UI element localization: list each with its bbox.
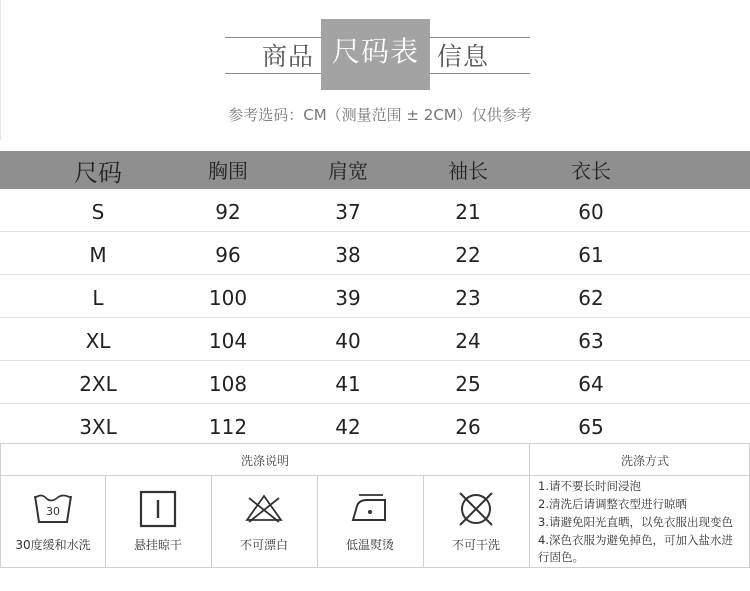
title-left: 商品 bbox=[262, 42, 315, 71]
no-bleach-label: 不可漂白 bbox=[239, 538, 289, 552]
care-divider-1 bbox=[105, 475, 106, 568]
cell-sleeve: 26 bbox=[455, 415, 481, 439]
cell-size: 3XL bbox=[79, 415, 117, 439]
cell-chest: 104 bbox=[208, 329, 248, 353]
cell-sleeve: 24 bbox=[455, 329, 481, 353]
cell-chest: 92 bbox=[215, 200, 241, 224]
cell-size: 2XL bbox=[79, 372, 117, 396]
wash-30-label: 30度缓和水洗 bbox=[15, 538, 91, 552]
care-divider-4 bbox=[423, 475, 424, 568]
cell-shoulder: 42 bbox=[335, 415, 361, 439]
header-shoulder: 肩宽 bbox=[328, 159, 368, 183]
care-border-top bbox=[0, 443, 750, 444]
care-note-1: 1.请不要长时间浸泡 bbox=[538, 479, 641, 493]
wash-temp-label: 30 bbox=[46, 505, 60, 518]
cell-size: XL bbox=[85, 329, 111, 353]
cell-length: 65 bbox=[578, 415, 604, 439]
no-dry-clean-icon bbox=[456, 490, 496, 532]
cell-shoulder: 37 bbox=[335, 200, 361, 224]
no-dry-clean-label: 不可干洗 bbox=[451, 538, 501, 552]
care-note-3: 3.请避免阳光直晒，以免衣服出现变色 bbox=[538, 515, 733, 529]
cell-size: L bbox=[92, 286, 104, 310]
care-border-mid bbox=[0, 475, 750, 476]
cell-chest: 112 bbox=[208, 415, 248, 439]
header-size: 尺码 bbox=[74, 159, 122, 187]
cell-size: S bbox=[91, 200, 105, 224]
row-divider bbox=[0, 274, 750, 275]
row-divider bbox=[0, 403, 750, 404]
hang-dry-label: 悬挂晾干 bbox=[133, 538, 183, 552]
cell-length: 64 bbox=[578, 372, 604, 396]
no-bleach-icon bbox=[244, 490, 284, 528]
cell-shoulder: 40 bbox=[335, 329, 361, 353]
title-highlight: 尺码表 bbox=[321, 19, 430, 90]
cell-length: 60 bbox=[578, 200, 604, 224]
care-note-2: 2.清洗后请调整衣型进行晾晒 bbox=[538, 497, 687, 511]
header-chest: 胸围 bbox=[208, 159, 248, 183]
cell-sleeve: 23 bbox=[455, 286, 481, 310]
wash-30-icon bbox=[33, 490, 73, 530]
low-iron-label: 低温熨烫 bbox=[345, 538, 395, 552]
cell-size: M bbox=[89, 243, 107, 267]
low-iron-icon bbox=[349, 490, 391, 528]
cell-sleeve: 22 bbox=[455, 243, 481, 267]
cell-shoulder: 39 bbox=[335, 286, 361, 310]
row-divider bbox=[0, 317, 750, 318]
care-note-4: 4.深色衣服为避免掉色，可加入盐水进 bbox=[538, 533, 733, 547]
care-note-5: 行固色。 bbox=[538, 550, 584, 564]
care-divider-2 bbox=[211, 475, 212, 568]
cell-chest: 96 bbox=[215, 243, 241, 267]
hang-dry-icon bbox=[139, 490, 177, 532]
title-right: 信息 bbox=[437, 42, 490, 71]
cell-sleeve: 25 bbox=[455, 372, 481, 396]
header-sleeve: 袖长 bbox=[448, 159, 488, 183]
row-divider bbox=[0, 360, 750, 361]
care-instructions-title: 洗涤说明 bbox=[240, 454, 290, 468]
care-border-bottom bbox=[0, 567, 750, 568]
header-length: 衣长 bbox=[571, 159, 611, 183]
cell-shoulder: 38 bbox=[335, 243, 361, 267]
cell-chest: 108 bbox=[208, 372, 248, 396]
cell-chest: 100 bbox=[208, 286, 248, 310]
measurement-note: 参考选码：CM（测量范围 ± 2CM）仅供参考 bbox=[228, 106, 532, 124]
cell-length: 63 bbox=[578, 329, 604, 353]
care-method-title: 洗涤方式 bbox=[620, 454, 670, 468]
cell-sleeve: 21 bbox=[455, 200, 481, 224]
cell-length: 61 bbox=[578, 243, 604, 267]
care-divider-notes bbox=[529, 443, 530, 568]
cell-length: 62 bbox=[578, 286, 604, 310]
care-border-left bbox=[0, 443, 1, 568]
care-divider-3 bbox=[317, 475, 318, 568]
cell-shoulder: 41 bbox=[335, 372, 361, 396]
row-divider bbox=[0, 231, 750, 232]
